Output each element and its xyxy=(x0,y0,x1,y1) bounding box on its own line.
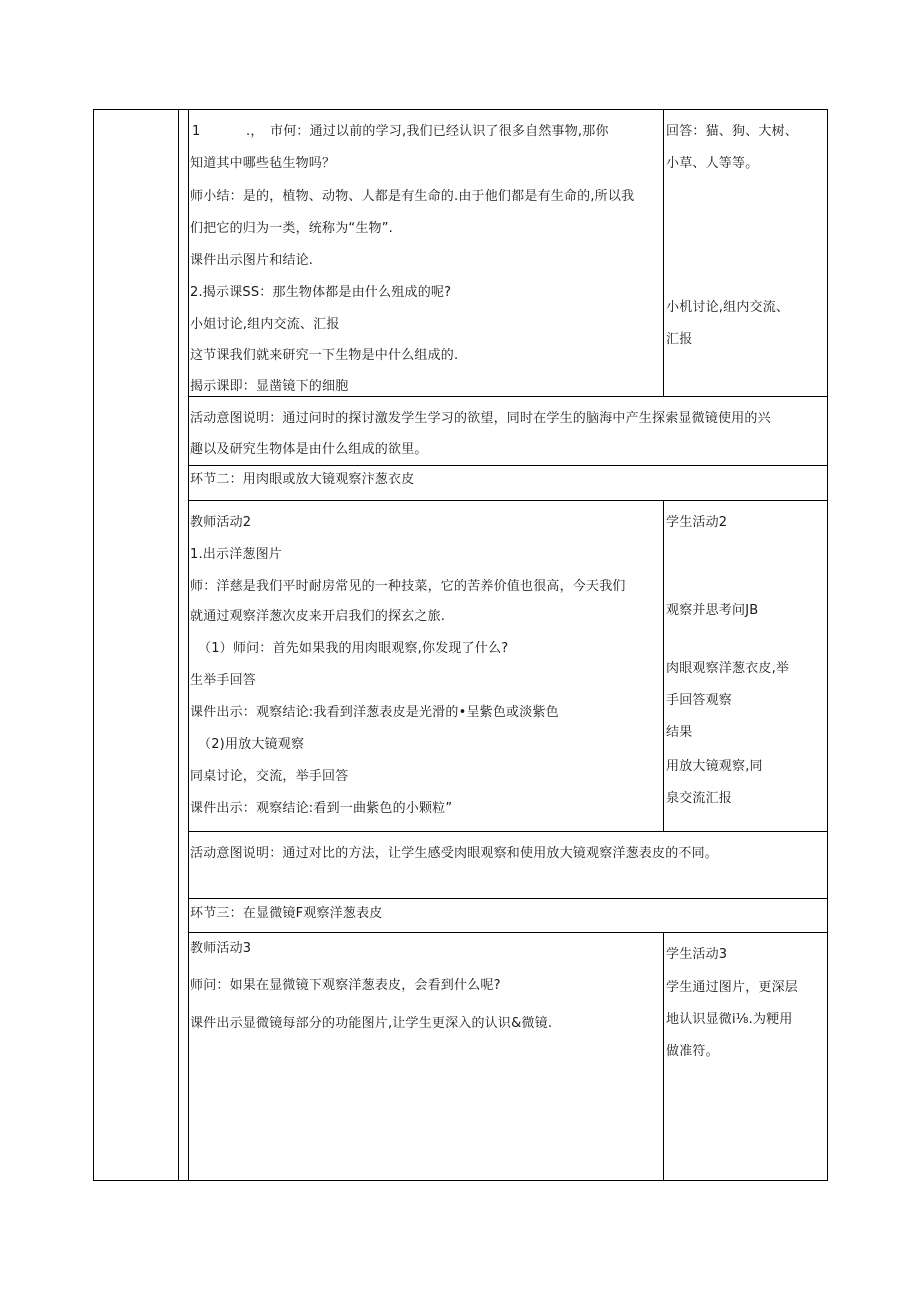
student-line: 小草、人等等。 xyxy=(666,156,759,171)
student-line: 观察并思考问JB xyxy=(666,603,759,618)
row-divider-1 xyxy=(188,396,828,397)
student-line: 手回答观察 xyxy=(666,693,733,708)
column-divider-2 xyxy=(188,109,189,1181)
row-divider-3 xyxy=(188,500,828,501)
activity-intent-2: 活动意图说明：通过对比的方法，让学生感受肉眼观察和使用放大镜观察洋葱表皮的不同。 xyxy=(190,846,719,861)
student-column-divider-2 xyxy=(663,500,664,831)
teacher-line: 师问：如果在显微镜下观察洋葱表皮，会看到什么呢? xyxy=(190,978,501,993)
stage2-title: 环节二：用肉眼或放大镜观察汴葱衣皮 xyxy=(190,472,415,487)
teacher-activity-header: 教师活动2 xyxy=(190,515,252,530)
teacher-line: 就通过观察洋葱次皮来开启我们的探玄之旅. xyxy=(190,609,446,624)
teacher-line: 师小结：是的，植物、动物、人都是有生命的.由于他们都是有生命的,所以我 xyxy=(190,189,635,204)
student-column-divider-3 xyxy=(663,932,664,1181)
stage3-title: 环节三：在显微镜F观察洋葱表皮 xyxy=(190,906,383,921)
teacher-line: 同桌讨论，交流，举手回答 xyxy=(190,769,349,784)
student-line: 学生通过图片，更深层 xyxy=(666,980,799,995)
teacher-line: 市何：通过以前的学习,我们已经认识了很多自然事物,那你 xyxy=(270,124,609,139)
teacher-line-mark: .， xyxy=(246,124,264,139)
row-divider-5 xyxy=(188,898,828,899)
table-left-border xyxy=(93,109,94,1181)
teacher-activity-header: 教师活动3 xyxy=(190,941,252,956)
column-divider-1 xyxy=(178,109,179,1181)
teacher-line: 生举手回答 xyxy=(190,673,257,688)
teacher-line: 课件出示：观察结论:看到一曲紫色的小颗粒” xyxy=(190,801,453,816)
student-line: 做准符。 xyxy=(666,1044,719,1059)
teacher-line: 们把它的归为一类，统称为“生物”. xyxy=(190,221,394,236)
student-activity-header: 学生活动2 xyxy=(666,515,728,530)
row-divider-6 xyxy=(188,932,828,933)
student-line: 结果 xyxy=(666,725,693,740)
teacher-line: 揭示课即：显凿镜下的细胞 xyxy=(190,379,349,394)
student-column-divider-1 xyxy=(663,109,664,396)
teacher-line: （1）师问：首先如果我的用肉眼观察,你发现了什么? xyxy=(198,641,509,656)
student-line: 汇报 xyxy=(666,332,693,347)
teacher-line: （2)用放大镜观察 xyxy=(198,737,305,752)
teacher-line: 课件出示：观察结论:我看到洋葱表皮是光滑的•呈紫色或淡紫色 xyxy=(190,705,559,720)
teacher-line: 这节课我们就来研究一下生物是中什么组成的. xyxy=(190,348,459,363)
teacher-line: 2.揭示课SS：那生物体都是由什么殂成的呢? xyxy=(190,285,452,300)
student-activity-header: 学生活动3 xyxy=(666,947,728,962)
teacher-line: 小姐讨论,组内交流、汇报 xyxy=(190,317,340,332)
student-line: 小机讨论,组内交流、 xyxy=(666,300,790,315)
table-top-border xyxy=(93,109,828,110)
teacher-line: 1.出示洋葱图片 xyxy=(190,547,283,562)
teacher-line: 师：洋慈是我们平时耐房常见的一种技菜，它的苦养价值也很高，今天我们 xyxy=(190,579,626,594)
table-bottom-border xyxy=(93,1180,828,1181)
student-line: 地认识显微i⅛.为粳用 xyxy=(666,1012,793,1027)
teacher-line: 课件出示图片和结论. xyxy=(190,253,314,268)
table-right-border xyxy=(827,109,828,1181)
row-divider-4 xyxy=(188,831,828,832)
teacher-line-number: 1 xyxy=(192,124,201,139)
row-divider-2 xyxy=(188,465,828,466)
student-line: 回答：猫、狗、大树、 xyxy=(666,124,799,139)
intent-line: 活动意图说明：通过问时的探讨激发学生学习的欲望，同时在学生的脑海中产生探索显微镜使用的兴 xyxy=(190,411,771,426)
student-line: 泉交流汇报 xyxy=(666,791,733,806)
student-line: 肉眼观察洋葱衣皮,举 xyxy=(666,661,790,676)
teacher-line: 知道其中哪些毡生物吗？ xyxy=(190,156,336,171)
teacher-line: 课件出示显微镜每部分的功能图片,让学生更深入的认识&微镜. xyxy=(190,1016,553,1031)
student-line: 用放大镜观察,同 xyxy=(666,759,763,774)
intent-line: 趣以及研究生物体是由什么组成的欲里。 xyxy=(190,442,428,457)
